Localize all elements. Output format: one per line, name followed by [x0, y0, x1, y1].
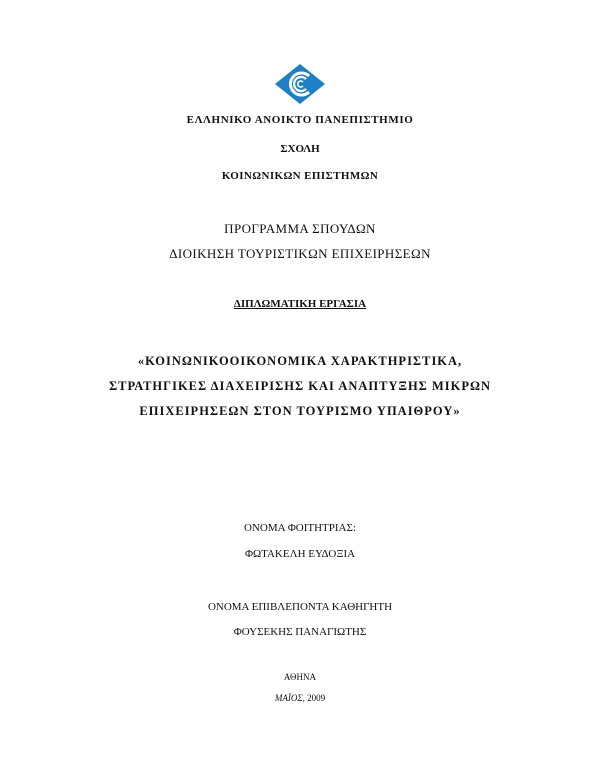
date-row	[0, 693, 600, 703]
program-label: ΠΡΟΓΡΑΜΜΑ ΣΠΟΥΔΩΝ	[224, 221, 376, 236]
supervisor-label: ΟΝΟΜΑ ΕΠΙΒΛΕΠΟΝΤΑ ΚΑΘΗΓΗΤΗ	[207, 601, 393, 613]
student-label: ΟΝΟΜΑ ΦΟΙΤΗΤΡΙΑΣ:	[244, 522, 356, 534]
program-name: ΔΙΟΙΚΗΣΗ ΤΟΥΡΙΣΤΙΚΩΝ ΕΠΙΧΕΙΡΗΣΕΩΝ	[169, 246, 431, 261]
school-label: ΣΧΟΛΗ	[280, 143, 320, 155]
supervisor-name: ΦΟΥΣΕΚΗΣ ΠΑΝΑΓΙΩΤΗΣ	[233, 626, 367, 638]
university-logo	[273, 62, 327, 106]
thesis-type-row	[0, 298, 600, 310]
thesis-type: ΔΙΠΛΩΜΑΤΙΚΗ ΕΡΓΑΣΙΑ	[233, 298, 367, 310]
university-name: ΕΛΛΗΝΙΚΟ ΑΝΟΙΚΤΟ ΠΑΝΕΠΙΣΤΗΜΙΟ	[186, 114, 414, 126]
thesis-title-line-3: ΕΠΙΧΕΙΡΗΣΕΩΝ ΣΤΟΝ ΤΟΥΡΙΣΜΟ ΥΠΑΙΘΡΟΥ»	[139, 404, 461, 418]
thesis-title-line-1: «ΚΟΙΝΩΝΙΚΟΟΙΚΟΝΟΜΙΚΑ ΧΑΡΑΚΤΗΡΙΣΤΙΚΑ,	[137, 354, 463, 368]
thesis-title-line-2: ΣΤΡΑΤΗΓΙΚΕΣ ΔΙΑΧΕΙΡΙΣΗΣ ΚΑΙ ΑΝΑΠΤΥΞΗΣ ΜΙΚΡΩΝ	[108, 379, 492, 393]
date-month: ΜΑΪΟΣ	[274, 693, 303, 703]
date-year: , 2009	[302, 693, 326, 703]
school-name: ΚΟΙΝΩΝΙΚΩΝ ΕΠΙΣΤΗΜΩΝ	[221, 170, 379, 182]
student-name: ΦΩΤΑΚΕΛΗ ΕΥΔΟΞΙΑ	[244, 548, 356, 560]
city: ΑΘΗΝΑ	[283, 672, 317, 682]
